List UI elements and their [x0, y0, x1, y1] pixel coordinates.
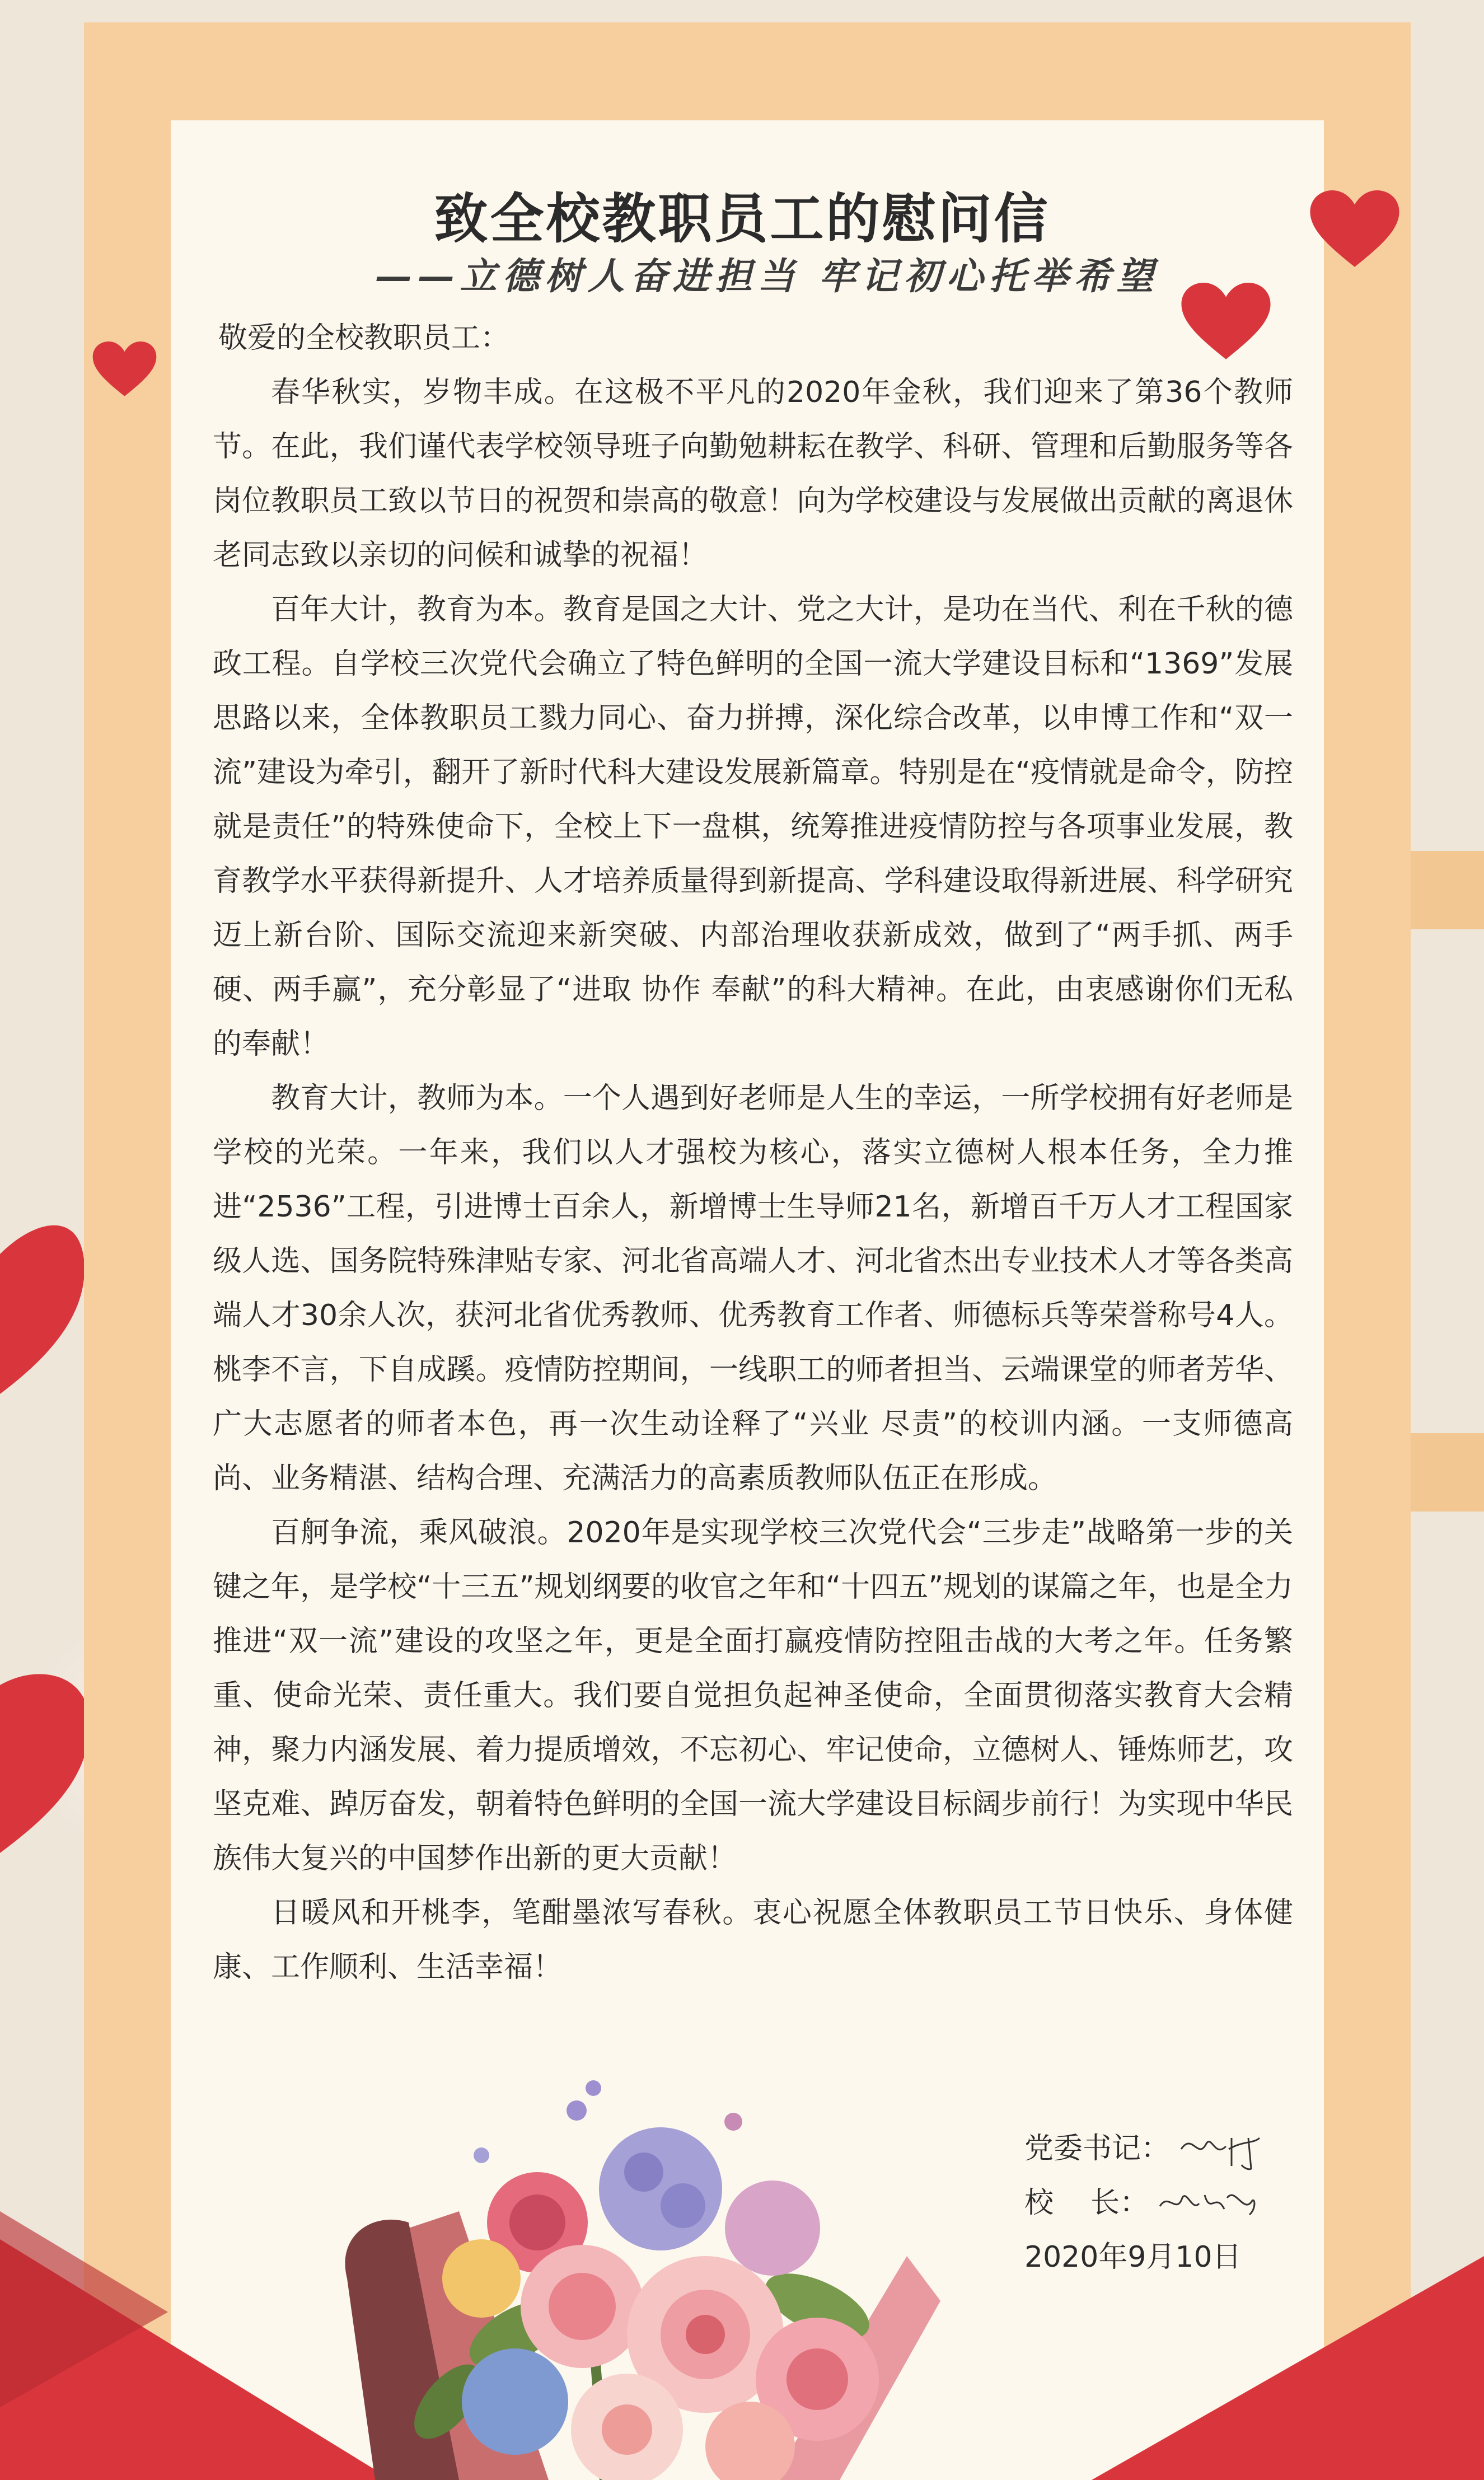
bouquet-illustration — [313, 2043, 985, 2480]
left-heart-decoration — [0, 1651, 95, 1875]
handwritten-signature — [1176, 2127, 1282, 2172]
paragraph: 日暖风和开桃李，笔酣墨浓写春秋。衷心祝愿全体教职员工节日快乐、身体健康、工作顺利、生活幸福！ — [213, 1896, 1293, 1984]
party-secretary-row — [1024, 2122, 1316, 2176]
letter-date: 2020年9月10日 — [1024, 2240, 1242, 2274]
president-label: 校 长： — [1024, 2186, 1149, 2220]
letter-body — [213, 311, 1293, 1995]
signature-block — [1024, 2122, 1316, 2285]
heart-icon — [92, 341, 157, 397]
paragraph: 教育大计，教师为本。一个人遇到好老师是人生的幸运，一所学校拥有好老师是学校的光荣。一年来，我们以人才强校为核心，落实立德树人根本任务，全力推进“2536”工程，引进博士百余人，新增博士生导师21名，新增百千万人才工程国家级人选、国务院特殊津贴专家、河北省高端人才、河北省杰出专业技术人才等各类高端人才30余人次，获河北省优秀教师、优秀教育工作者、师德标兵等荣誉称号4人。桃李不言，下自成蹊。疫情防控期间，一线职工的师者担当、云端课堂的师者芳华、广大志愿者的师者本色，再一次生动诠释了“兴业 尽责”的校训内涵。一支师德高尚、业务精湛、结构合理、充满活力的高素质教师队伍正在形成。 — [213, 1082, 1293, 1495]
paragraph: 百舸争流，乘风破浪。2020年是实现学校三次党代会“三步走”战略第一步的关键之年，是学校“十三五”规划纲要的收官之年和“十四五”规划的谋篇之年，也是全力推进“双一流”建设的攻坚之年，更是全面打赢疫情防控阻击战的大考之年。任务繁重、使命光荣、责任重大。我们要自觉担负起神圣使命，全面贯彻落实教育大会精神，聚力内涵发展、着力提质增效，不忘初心、牢记使命，立德树人、锤炼师艺，攻坚克难、踔厉奋发，朝着特色鲜明的全国一流大学建设目标阔步前行！为实现中华民族伟大复兴的中国梦作出新的更大贡献！ — [213, 1516, 1293, 1875]
president-row — [1024, 2176, 1316, 2230]
handwritten-signature — [1154, 2181, 1261, 2226]
date-row — [1024, 2230, 1316, 2285]
letter-subtitle: ——立德树人奋进担当 牢记初心托举希望 — [374, 254, 1159, 298]
left-heart-decoration — [0, 1187, 90, 1500]
party-secretary-label: 党委书记： — [1024, 2132, 1171, 2165]
letter-title: 致全校教职员工的慰问信 — [434, 188, 1050, 250]
paragraph: 春华秋实，岁物丰成。在这极不平凡的2020年金秋，我们迎来了第36个教师节。在此，我们谨代表学校领导班子向勤勉耕耘在教学、科研、管理和后勤服务等各岗位教职员工致以节日的祝贺和崇高的敬意！向为学校建设与发展做出贡献的离退休老同志致以亲切的问候和诚挚的祝福！ — [213, 376, 1293, 572]
salutation: 敬爱的全校教职员工： — [218, 321, 510, 355]
paragraph: 百年大计，教育为本。教育是国之大计、党之大计，是功在当代、利在千秋的德政工程。自学校三次党代会确立了特色鲜明的全国一流大学建设目标和“1369”发展思路以来，全体教职员工戮力同心、奋力拼搏，深化综合改革，以申博工作和“双一流”建设为牵引，翻开了新时代科大建设发展新篇章。特别是在“疫情就是命令，防控就是责任”的特殊使命下，全校上下一盘棋，统筹推进疫情防控与各项事业发展，教育教学水平获得新提升、人才培养质量得到新提高、学科建设取得新进展、科学研究迈上新台阶、国际交流迎来新突破、内部治理收获新成效，做到了“两手抓、两手硬、两手赢”，充分彰显了“进取 协作 奉献”的科大精神。在此，由衷感谢你们无私的奉献！ — [213, 593, 1293, 1061]
